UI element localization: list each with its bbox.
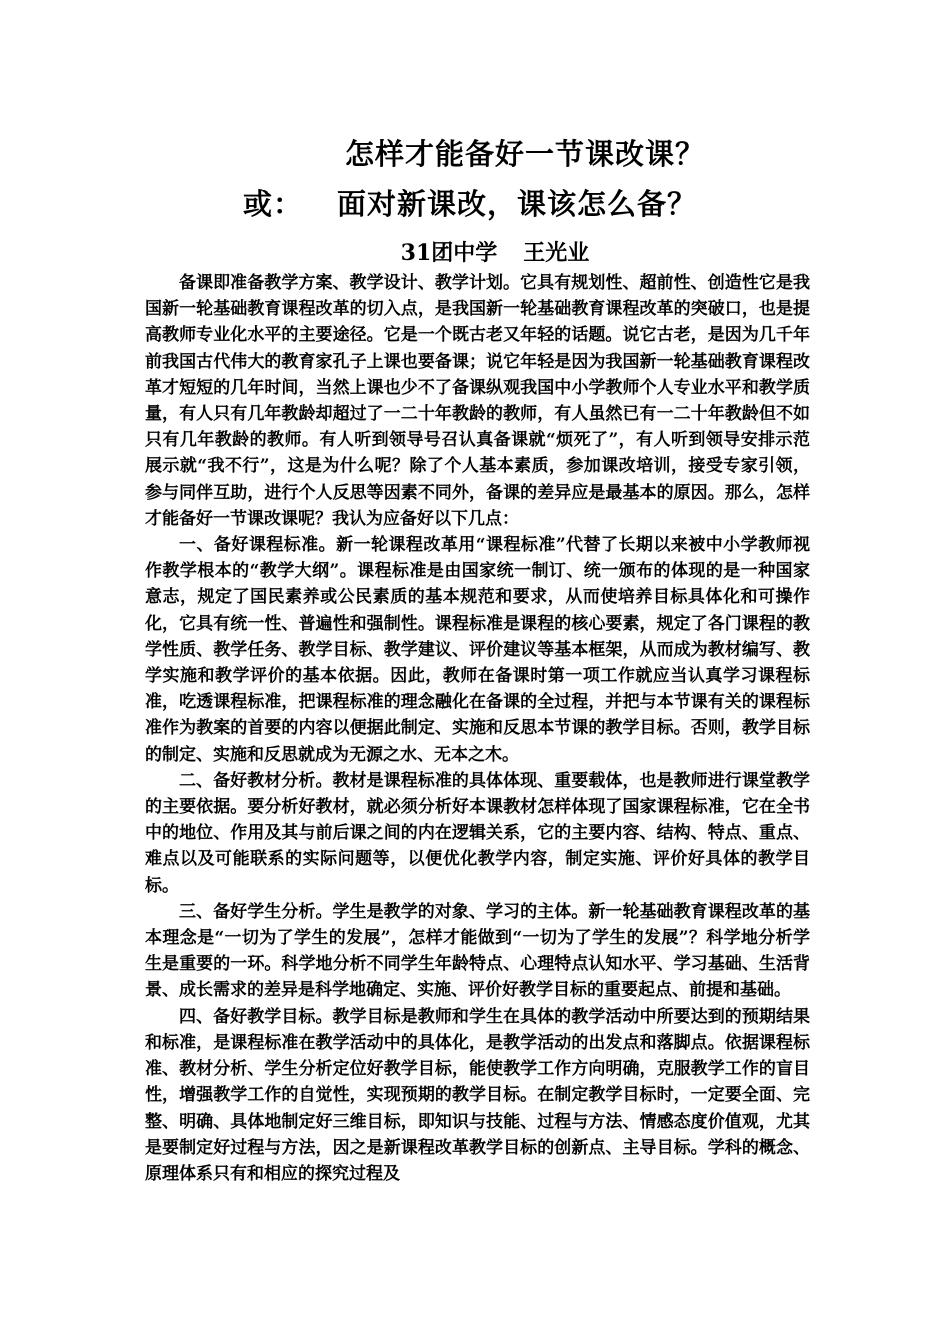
subtitle-text: 面对新课改，课该怎么备？ [337, 187, 698, 221]
subtitle-prefix: 或： [243, 187, 304, 221]
paragraph: 三、备好学生分析。学生是教学的对象、学习的主体。新一轮基础教育课程改革的基本理念是“一切为了学生的发展”，怎样才能做到“一切为了学生的发展”？科学地分析学生是重要的一环。科学地分析不同学生年龄特点、心理特点认知水平、学习基础、生活背景、成长需求的差异是科学地确定、实施、评价好教学目标的重要起点、前提和基础。 [145, 901, 810, 1001]
page-title: 怎样才能备好一节课改课？ [344, 137, 705, 171]
page-subtitle [243, 182, 697, 223]
paragraph: 一、备好课程标准。新一轮课程改革用“课程标准”代替了长期以来被中小学教师视作教学根本的“教学大纲”。课程标准是由国家统一制订、统一颁布的体现的是一种国家意志，规定了国民素养或公民素质的基本规范和要求，从而使培养目标具体化和可操作化，它具有统一性、普遍性和强制性。课程标准是课程的核心要素，规定了各门课程的教学性质、教学任务、教学目标、教学建议、评价建议等基本框架，从而成为教材编写、教学实施和教学评价的基本依据。因此，教师在备课时第一项工作就应当认真学习课程标准，吃透课程标准，把课程标准的理念融化在备课的全过程，并把与本节课有关的课程标准作为教案的首要的内容以便据此制定、实施和反思本节课的教学目标。否则，教学目标的制定、实施和反思就成为无源之水、无本之木。 [145, 535, 810, 765]
body-text [145, 270, 810, 1187]
paragraph: 四、备好教学目标。教学目标是教师和学生在具体的教学活动中所要达到的预期结果和标准，是课程标准在教学活动中的具体化，是教学活动的出发点和落脚点。依据课程标准、教材分析、学生分析定位好教学目标，能使教学工作方向明确，克服教学工作的盲目性，增强教学工作的自觉性，实现预期的教学目标。在制定教学目标时，一定要全面、完整、明确、具体地制定好三维目标，即知识与技能、过程与方法、情感态度价值观，尤其是要制定好过程与方法，因之是新课程改革教学目标的创新点、主导目标。学科的概念、原理体系只有和相应的探究过程及 [145, 1006, 810, 1184]
author-name: 王光业 [523, 240, 590, 266]
paragraph: 备课即准备教学方案、教学设计、教学计划。它具有规划性、超前性、创造性它是我国新一轮基础教育课程改革的切入点，是我国新一轮基础教育课程改革的突破口，也是提高教师专业化水平的主要途径。它是一个既古老又年轻的话题。说它古老，是因为几千年前我国古代伟大的教育家孔子上课也要备课；说它年轻是因为我国新一轮基础教育课程改革才短短的几年时间，当然上课也少不了备课纵观我国中小学教师个人专业水平和教学质量，有人只有几年教龄却超过了一二十年教龄的教师，有人虽然已有一二十年教龄但不如只有几年教龄的教师。有人听到领导号召认真备课就“烦死了”，有人听到领导安排示范展示就“我不行”，这是为什么呢？除了个人基本素质，参加课改培训，接受专家引领，参与同伴互助，进行个人反思等因素不同外，备课的差异应是最基本的原因。那么，怎样才能备好一节课改课呢？我认为应备好以下几点： [145, 273, 810, 529]
school-name: 31团中学 [400, 240, 498, 266]
paragraph: 二、备好教材分析。教材是课程标准的具体体现、重要载体，也是教师进行课堂教学的主要依据。要分析好教材，就必须分析好本课教材怎样体现了国家课程标准，它在全书中的地位、作用及其与前后课之间的内在逻辑关系，它的主要内容、结构、特点、重点、难点以及可能联系的实际问题等，以便优化教学内容，制定实施、评价好具体的教学目标。 [145, 770, 810, 896]
author-line [0, 236, 950, 267]
